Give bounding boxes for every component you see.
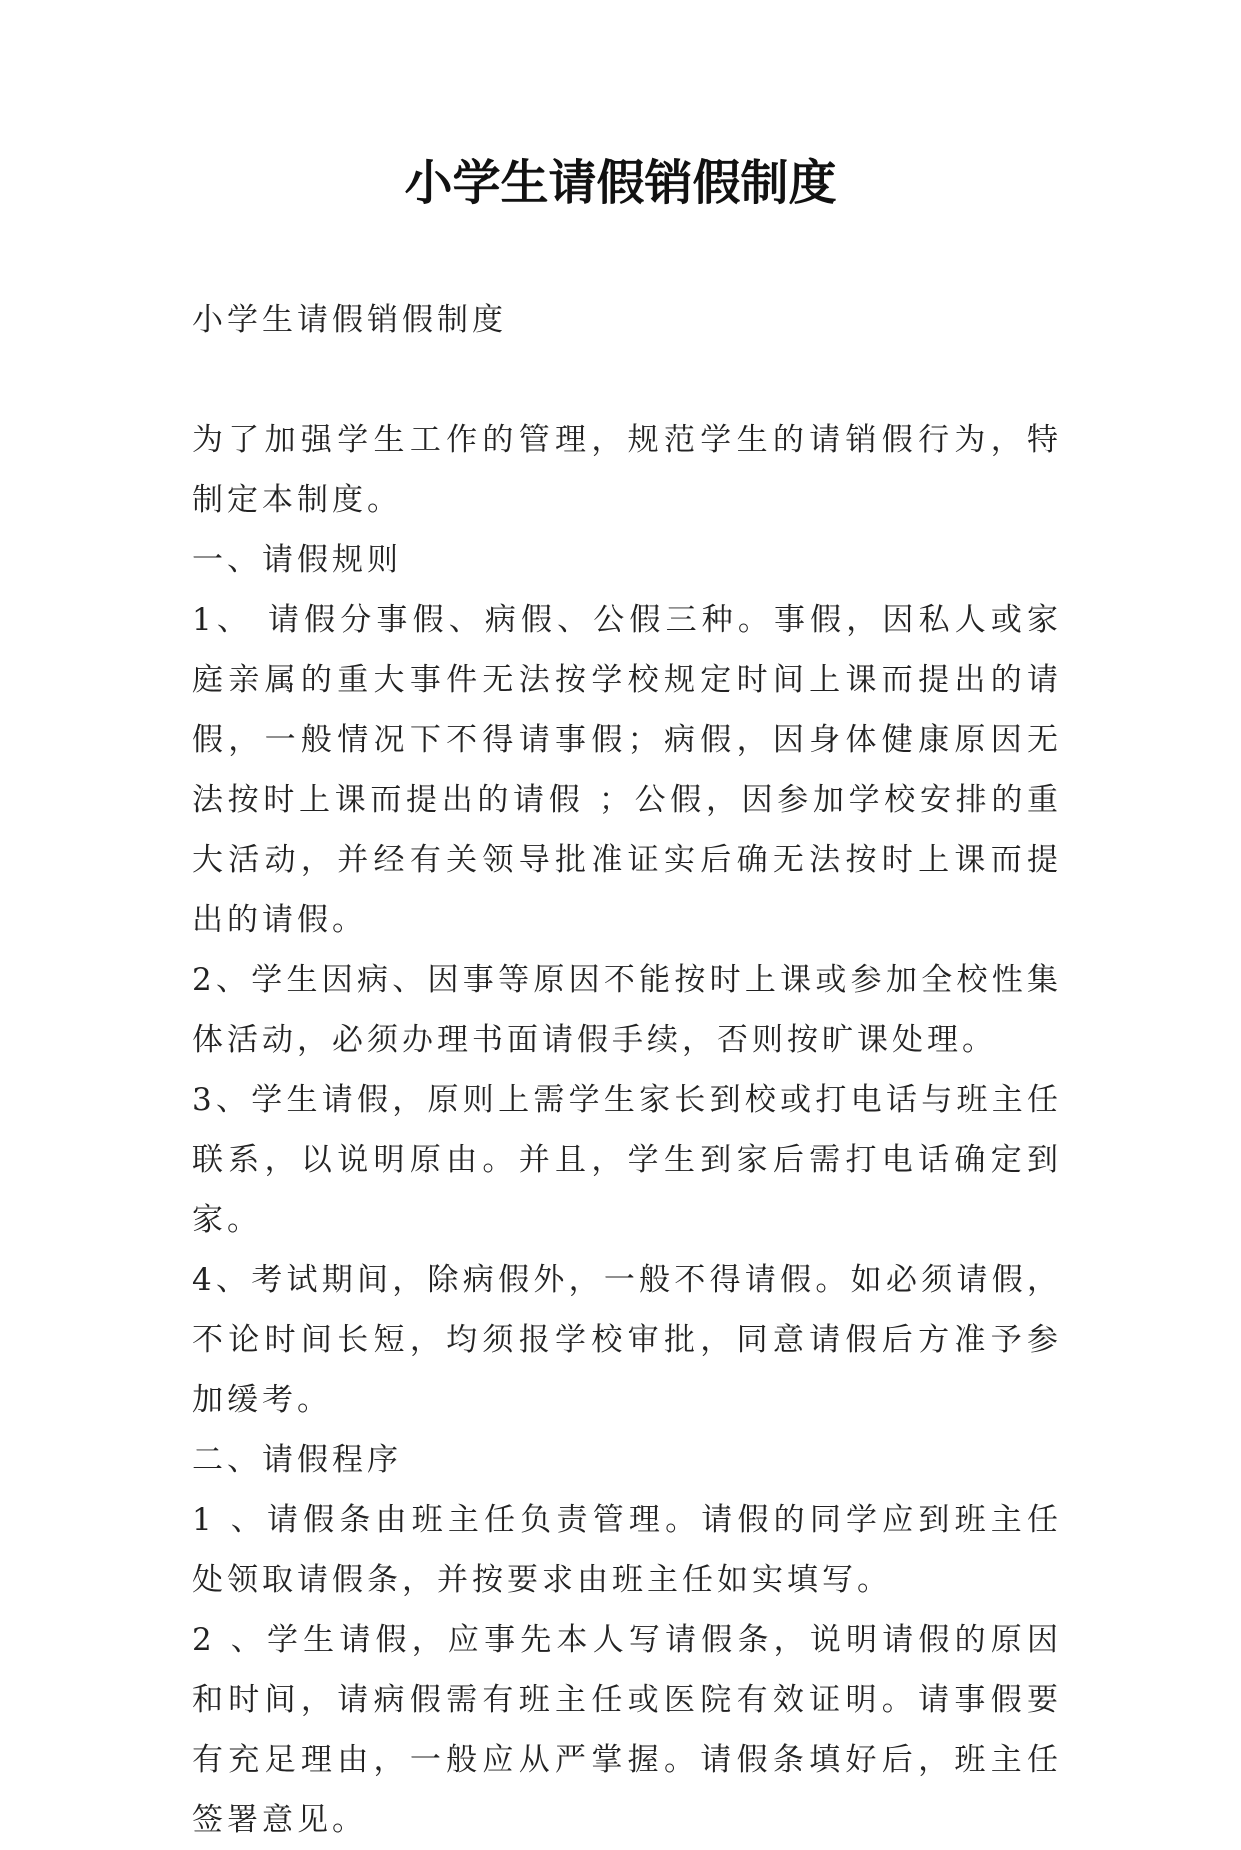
document-subtitle: 小学生请假销假制度 bbox=[192, 302, 507, 338]
document-title: 小学生请假销假制度 bbox=[404, 155, 837, 211]
intro-paragraph: 为了加强学生工作的管理，规范学生的请销假行为，特制定本制度。 bbox=[192, 422, 1062, 518]
section-heading-rules: 一、请假规则 bbox=[192, 542, 402, 578]
document-body bbox=[192, 290, 1062, 1850]
rule-item-2: 2、学生因病、因事等原因不能按时上课或参加全校性集体活动，必须办理书面请假手续，否则按旷课处理。 bbox=[192, 962, 1062, 1058]
rule-item-1: 1、 请假分事假、病假、公假三种。事假，因私人或家庭亲属的重大事件无法按学校规定时间上课而提出的请假，一般情况下不得请事假；病假，因身体健康原因无法按时上课而提出的请假 ；公假，因参加学校安排的重大活动，并经有关领导批准证实后确无法按时上课而提出的请假。 bbox=[192, 602, 1062, 938]
procedure-item-1: 1 、请假条由班主任负责管理。请假的同学应到班主任处领取请假条，并按要求由班主任如实填写。 bbox=[192, 1502, 1062, 1598]
rule-item-4: 4、考试期间，除病假外，一般不得请假。如必须请假，不论时间长短，均须报学校审批，同意请假后方准予参加缓考。 bbox=[192, 1262, 1062, 1418]
procedure-item-2: 2 、学生请假，应事先本人写请假条，说明请假的原因和时间，请病假需有班主任或医院有效证明。请事假要有充足理由，一般应从严掌握。请假条填好后，班主任签署意见。 bbox=[192, 1622, 1062, 1838]
rule-item-3: 3、学生请假，原则上需学生家长到校或打电话与班主任联系，以说明原由。并且，学生到家后需打电话确定到家。 bbox=[192, 1082, 1062, 1238]
section-heading-procedure: 二、请假程序 bbox=[192, 1442, 402, 1478]
